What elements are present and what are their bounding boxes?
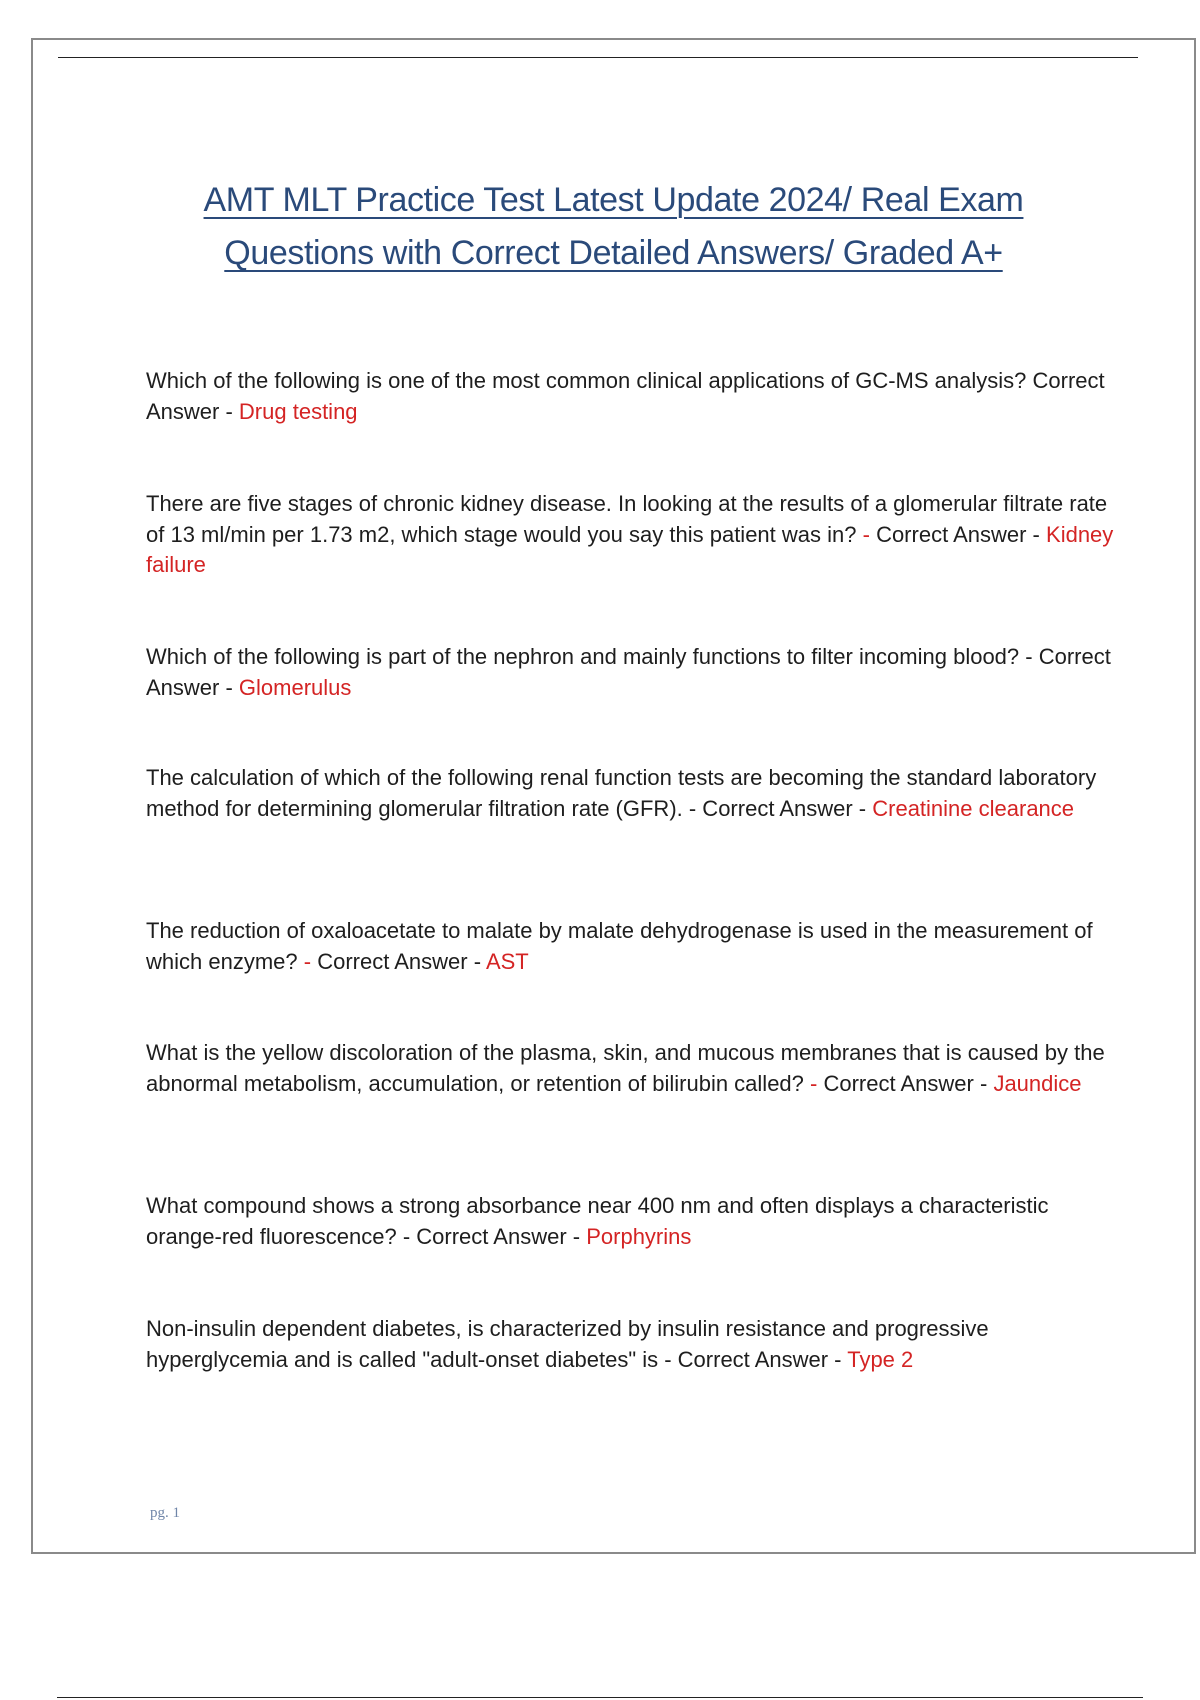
- question-text: What compound shows a strong absorbance near 400 nm and often displays a characteristic orange-red fluorescence? - Correct Answer -: [146, 1193, 1049, 1249]
- answer-text: Porphyrins: [586, 1223, 692, 1249]
- answer-text: AST: [485, 948, 529, 974]
- question-text: Non-insulin dependent diabetes, is characterized by insulin resistance and progressive hyperglycemia and is called "adult-onset diabetes" is - Correct Answer -: [146, 1316, 989, 1372]
- document-page: [31, 38, 1196, 1554]
- qa-item-8: [146, 1314, 1121, 1375]
- question-tail: Correct Answer -: [876, 521, 1040, 547]
- qa-item-7: [146, 1191, 1121, 1252]
- page-number: pg. 1: [150, 1505, 180, 1521]
- qa-item-3: [146, 642, 1121, 703]
- title-line-2: Questions with Correct Detailed Answers/ Graded A+: [224, 234, 1003, 272]
- answer-text: Glomerulus: [238, 674, 352, 700]
- question-text: The calculation of which of the following renal function tests are becoming the standard laboratory method for determining glomerular filtration rate (GFR). - Correct Answer -: [146, 765, 1097, 821]
- title-line-1: AMT MLT Practice Test Latest Update 2024/ Real Exam: [203, 181, 1024, 219]
- answer-text: Jaundice: [993, 1070, 1082, 1096]
- red-dash: -: [303, 948, 312, 974]
- question-tail: Correct Answer -: [317, 948, 482, 974]
- answer-text: Kidney failure: [146, 521, 1114, 577]
- answer-text: Drug testing: [238, 398, 358, 424]
- question-text: Which of the following is part of the nephron and mainly functions to filter incoming blood? - Correct Answer -: [146, 644, 1111, 700]
- next-page-rule: [57, 1697, 1143, 1698]
- question-text: Which of the following is one of the most common clinical applications of GC-MS analysis? Correct Answer -: [146, 368, 1105, 424]
- qa-item-1: [146, 366, 1121, 427]
- question-text: There are five stages of chronic kidney disease. In looking at the results of a glomerular filtrate rate of 13 ml/min per 1.73 m2, which stage would you say this patient was in?: [146, 491, 1108, 547]
- qa-item-4: [146, 763, 1121, 824]
- qa-item-5: [146, 916, 1121, 977]
- header-rule: [58, 57, 1138, 58]
- answer-text: Creatinine clearance: [872, 795, 1075, 821]
- question-text: The reduction of oxaloacetate to malate by malate dehydrogenase is used in the measurement of which enzyme?: [146, 918, 1093, 974]
- answer-text: Type 2: [847, 1346, 914, 1372]
- red-dash: -: [810, 1070, 818, 1096]
- qa-item-2: [146, 489, 1121, 581]
- document-title: [133, 174, 1094, 280]
- question-text: What is the yellow discoloration of the plasma, skin, and mucous membranes that is caused by the abnormal metabolism, accumulation, or retention of bilirubin called?: [146, 1040, 1105, 1096]
- question-tail: Correct Answer -: [823, 1070, 988, 1096]
- red-dash: -: [862, 521, 870, 547]
- qa-item-6: [146, 1038, 1121, 1099]
